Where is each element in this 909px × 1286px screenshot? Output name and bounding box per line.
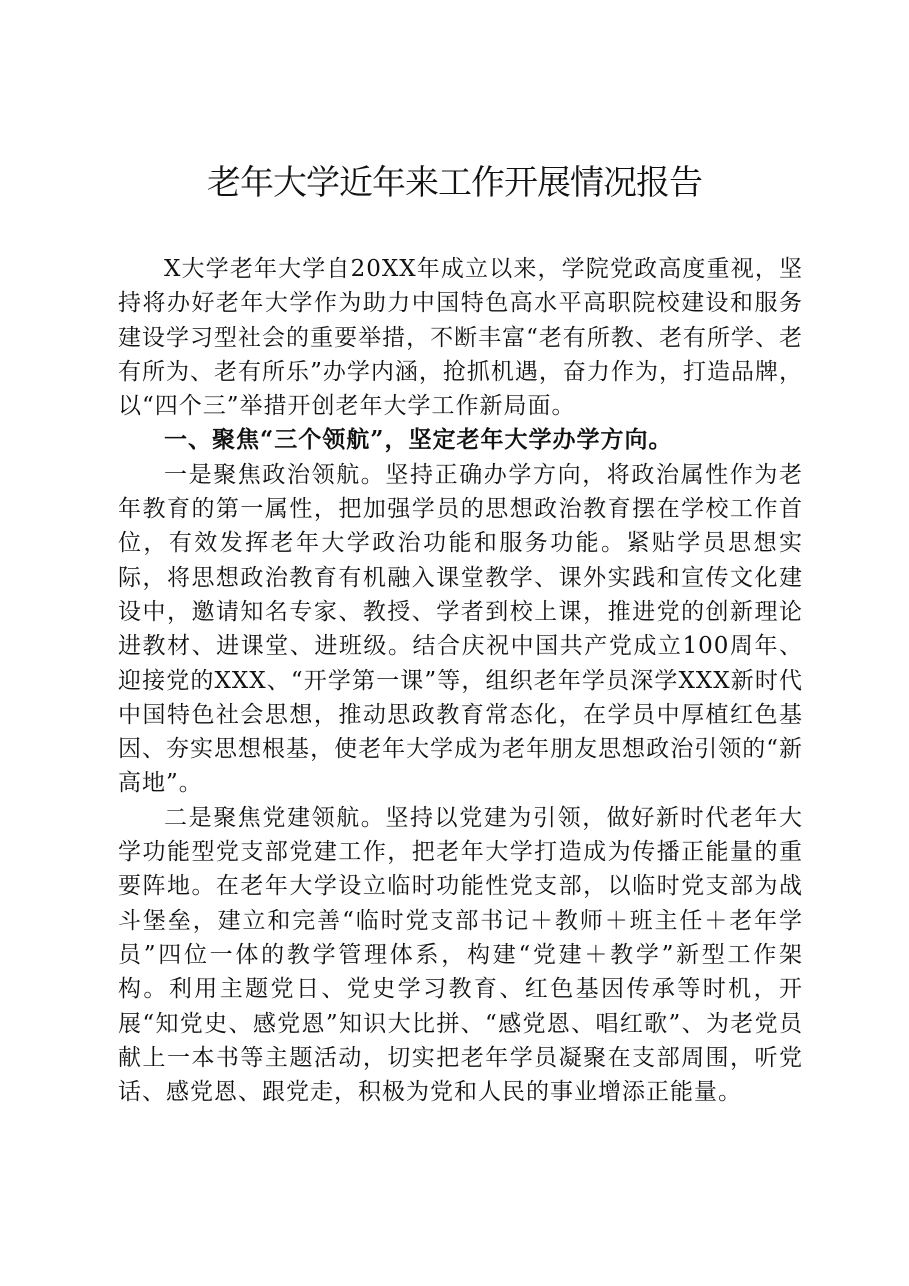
document-body xyxy=(118,252,803,1109)
paragraph-political-leadership: 一是聚焦政治领航。坚持正确办学方向，将政治属性作为老年教育的第一属性，把加强学员的思想政治教育摆在学校工作首位，有效发挥老年大学政治功能和服务功能。紧贴学员思想实际，将思想政治教育有机融入课堂教学、课外实践和宣传文化建设中，邀请知名专家、教授、学者到校上课，推进党的创新理论进教材、进课堂、进班级。结合庆祝中国共产党成立100周年、迎接党的XXX、“开学第一课”等，组织老年学员深学XXX新时代中国特色社会思想，推动思政教育常态化，在学员中厚植红色基因、夯实思想根基，使老年大学成为老年朋友思想政治引领的“新高地”。 xyxy=(118,461,803,797)
paragraph-party-building-leadership: 二是聚焦党建领航。坚持以党建为引领，做好新时代老年大学功能型党支部党建工作，把老年大学打造成为传播正能量的重要阵地。在老年大学设立临时功能性党支部，以临时党支部为战斗堡垒，建立和完善“临时党支部书记＋教师＋班主任＋老年学员”四位一体的教学管理体系，构建“党建＋教学”新型工作架构。利用主题党日、党史学习教育、红色基因传承等时机，开展“知党史、感党恩”知识大比拼、“感党恩、唱红歌”、为老党员献上一本书等主题活动，切实把老年学员凝聚在支部周围，听党话、感党恩、跟党走，积极为党和人民的事业增添正能量。 xyxy=(118,804,803,1106)
intro-paragraph: X大学老年大学自20XX年成立以来，学院党政高度重视，坚持将办好老年大学作为助力中国特色高水平高职院校建设和服务建设学习型社会的重要举措，不断丰富“老有所教、老有所学、老有所为、老有所乐”办学内涵，抢抓机遇，奋力作为，打造品牌，以“四个三”举措开创老年大学工作新局面。 xyxy=(118,256,803,420)
section-heading: 一、聚焦“三个领航”，坚定老年大学办学方向。 xyxy=(164,426,673,454)
document-title: 老年大学近年来工作开展情况报告 xyxy=(207,163,702,203)
